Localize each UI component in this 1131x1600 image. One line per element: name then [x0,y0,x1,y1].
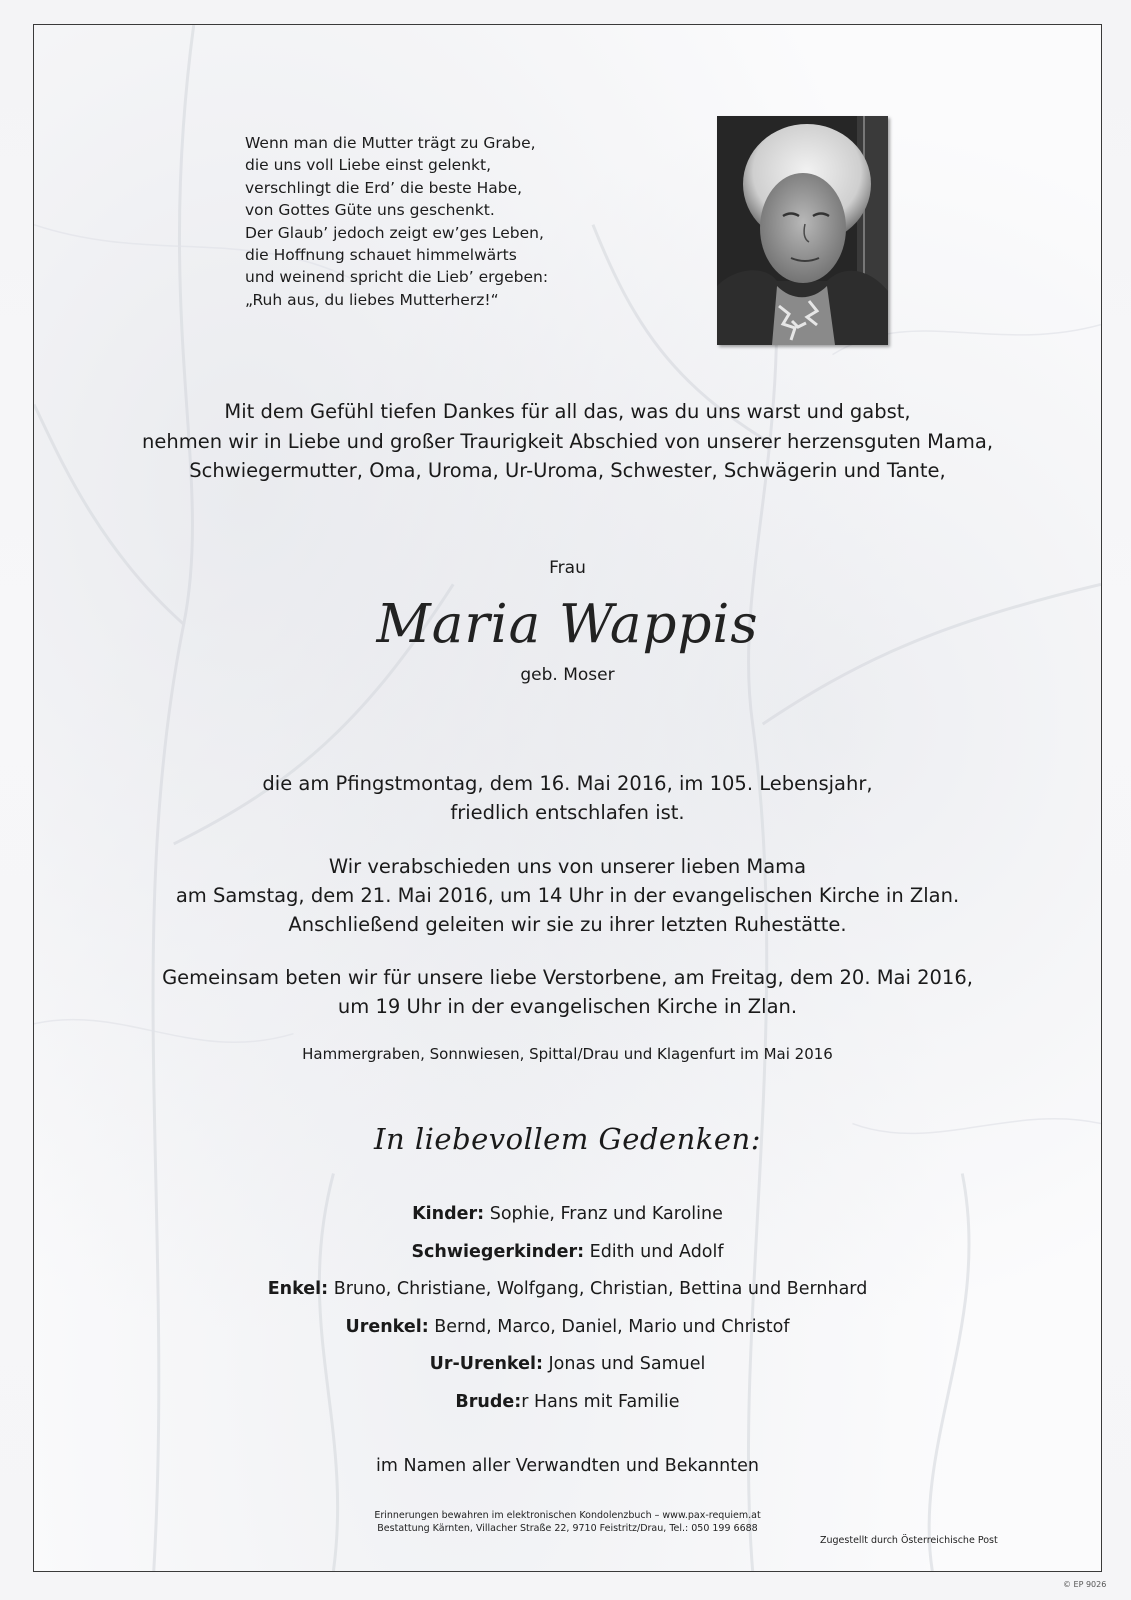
footer-line: Erinnerungen bewahren im elektronischen Kondolenzbuch – www.pax-requiem.at [374,1510,761,1521]
prayer-line: Gemeinsam beten wir für unsere liebe Verstorbene, am Freitag, dem 20. Mai 2016, [162,966,973,989]
relatives-label: Kinder: [412,1204,485,1224]
relatives-list [33,1196,1102,1421]
footer-line: Bestattung Kärnten, Villacher Straße 22, 9710 Feistritz/Drau, Tel.: 050 199 6688 [377,1523,758,1534]
death-notice-line: friedlich entschlafen ist. [450,801,685,824]
relatives-names: Sophie, Franz und Karoline [484,1204,723,1224]
relatives-names: Edith und Adolf [584,1241,724,1262]
intro-line: Mit dem Gefühl tiefen Dankes für all das, was du uns warst und gabst, [224,400,911,423]
relatives-label: Enkel: [267,1279,329,1299]
prayer-line: um 19 Uhr in der evangelischen Kirche in Zlan. [337,995,798,1018]
memory-heading: In liebevollem Gedenken: [374,1122,761,1156]
death-notice-line: die am Pfingstmontag, dem 16. Mai 2016, im 105. Lebensjahr, [262,772,873,795]
relatives-label: Ur-Urenkel: [429,1354,543,1374]
print-code: © EP 9026 [1063,1580,1107,1589]
poem-line: verschlingt die Erd’ die beste Habe, [245,178,523,197]
post-note: Zugestellt durch Österreichische Post [820,1535,998,1546]
funeral-line: Wir verabschieden uns von unserer lieben Mama [328,855,807,878]
relatives-names: Bernd, Marco, Daniel, Mario und Christof [428,1316,790,1337]
poem-line: und weinend spricht die Lieb’ ergeben: [245,268,549,287]
relatives-label: Urenkel: [345,1316,429,1337]
places-date: Hammergraben, Sonnwiesen, Spittal/Drau und Klagenfurt im Mai 2016 [302,1045,833,1063]
relatives-row [33,1384,1102,1422]
footer [33,1509,1102,1535]
closing-text: im Namen aller Verwandten und Bekannten [376,1456,759,1476]
birth-name: geb. Moser [520,665,615,685]
intro-line: nehmen wir in Liebe und großer Traurigkeit Abschied von unserer herzensguten Mama, [141,429,994,453]
poem-line: Der Glaub’ jedoch zeigt ew’ges Leben, [245,223,544,242]
funeral-info [33,852,1102,939]
poem-line: die Hoffnung schauet himmelwärts [245,246,517,265]
intro-text [33,397,1102,486]
name-prefix: Frau [549,558,586,578]
poem-line: von Gottes Güte uns geschenkt. [245,201,495,220]
funeral-line: Anschließend geleiten wir sie zu ihrer letzten Ruhestätte. [288,913,847,936]
poem [245,132,665,311]
portrait-photo [717,116,888,345]
relatives-names: r Hans mit Familie [521,1391,680,1412]
deceased-name: Maria Wappis [376,594,759,655]
funeral-line: am Samstag, dem 21. Mai 2016, um 14 Uhr in der evangelischen Kirche in Zlan. [175,884,960,907]
prayer-info [33,963,1102,1021]
poem-line: die uns voll Liebe einst gelenkt, [245,156,492,175]
relatives-row [33,1196,1102,1234]
relatives-row [33,1271,1102,1309]
relatives-label: Schwiegerkinder: [411,1241,585,1262]
poem-line: „Ruh aus, du liebes Mutterherz!“ [245,290,499,309]
relatives-row [33,1234,1102,1272]
intro-line: Schwiegermutter, Oma, Uroma, Ur-Uroma, Schwester, Schwägerin und Tante, [189,459,946,482]
relatives-row [33,1309,1102,1347]
relatives-names: Jonas und Samuel [542,1354,706,1374]
relatives-names: Bruno, Christiane, Wolfgang, Christian, Bettina und Bernhard [328,1279,868,1299]
relatives-row [33,1346,1102,1384]
death-notice [33,769,1102,827]
relatives-label: Brude: [455,1391,522,1412]
poem-line: Wenn man die Mutter trägt zu Grabe, [245,134,536,152]
